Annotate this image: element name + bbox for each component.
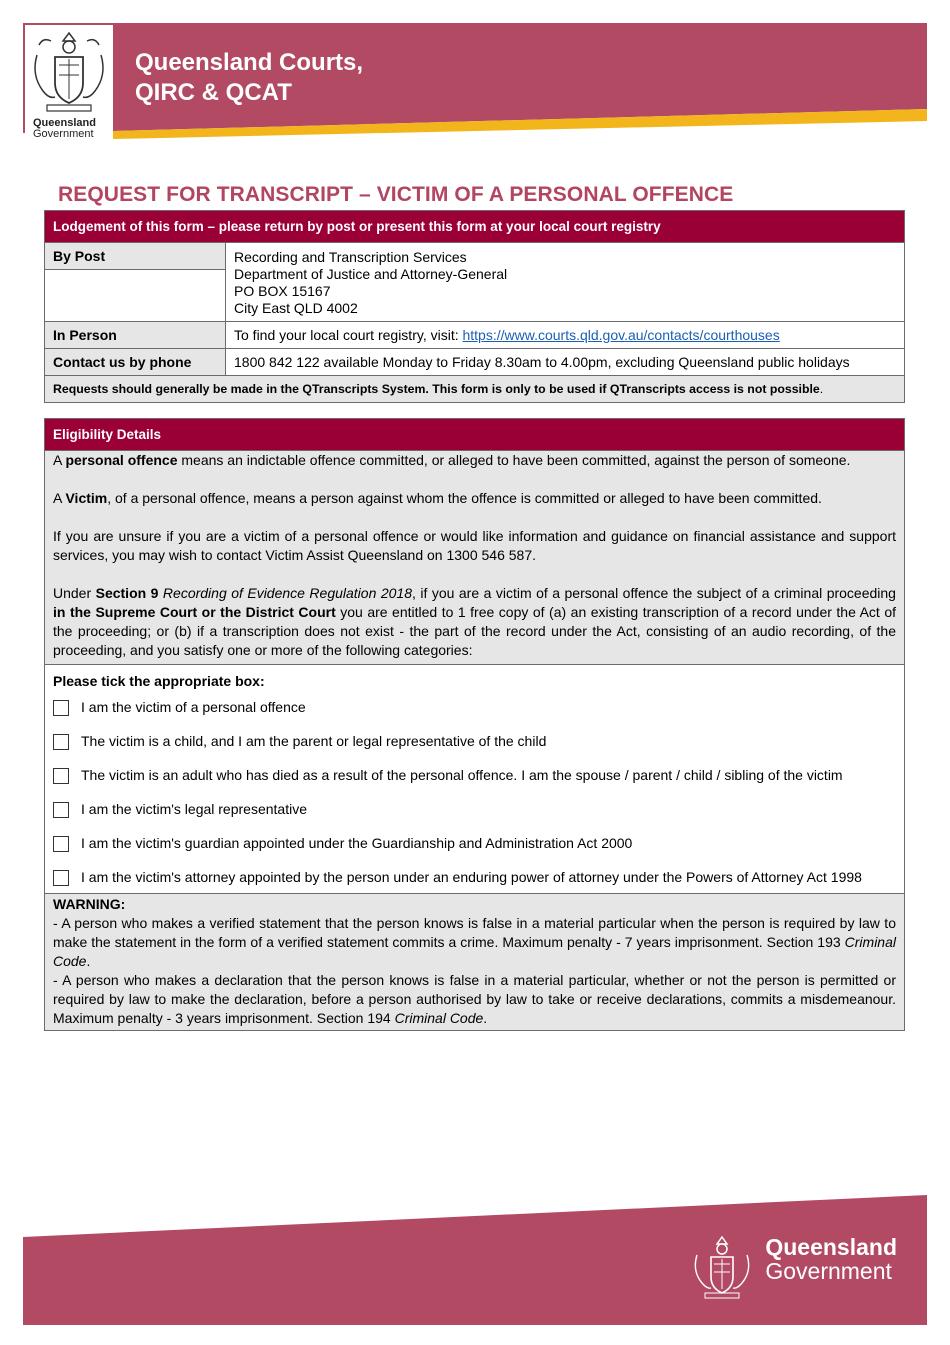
checkbox-label: I am the victim's guardian appointed under the Guardianship and Administration Act 2000 bbox=[81, 835, 633, 851]
crest-label-line1: Queensland bbox=[33, 117, 96, 129]
victim-definition bbox=[53, 489, 896, 508]
checkbox-row[interactable] bbox=[53, 869, 896, 893]
in-person-label: In Person bbox=[45, 322, 226, 349]
text-italic: Criminal Code bbox=[53, 934, 896, 969]
text-bold: Victim bbox=[65, 490, 108, 506]
personal-offence-definition bbox=[53, 451, 896, 470]
courthouses-link[interactable]: https://www.courts.qld.gov.au/contacts/courthouses bbox=[462, 327, 780, 343]
checkbox[interactable] bbox=[53, 870, 69, 886]
header-title bbox=[135, 48, 363, 108]
header-title-line2: QIRC & QCAT bbox=[135, 79, 292, 106]
eligibility-body bbox=[45, 450, 904, 664]
eligibility-heading: Eligibility Details bbox=[45, 419, 904, 450]
in-person-text: To find your local court registry, visit: bbox=[234, 327, 463, 343]
footer-logo-line2: Government bbox=[765, 1258, 892, 1284]
checkbox-label: I am the victim of a personal offence bbox=[81, 699, 306, 715]
lodgement-heading: Lodgement of this form – please return by post or present this form at your local court registry bbox=[45, 211, 905, 243]
text: Under bbox=[53, 585, 96, 601]
checkbox-row[interactable] bbox=[53, 699, 896, 733]
address-line: City East QLD 4002 bbox=[234, 300, 358, 316]
text: - A person who makes a verified statement that the person knows is false in a material particular when the person is required by law to make the statement in the form of a verified statement commits a crime. Maximum penalty - 7 years imprisonment. Section 193 bbox=[53, 915, 896, 950]
crest-label bbox=[33, 118, 96, 140]
text: , if you are a victim of a personal offence the subject of a criminal proceeding bbox=[411, 585, 896, 601]
text: - A person who makes a declaration that the person knows is false in a material particular, whether or not the person is permitted or required by law to make the declaration, before a person authorised by law to take or receive declarations, commits a misdemeanour. Maximum penalty - 3 years imprisonment. Section 194 bbox=[53, 972, 896, 1026]
queensland-government-logo bbox=[765, 1235, 897, 1283]
address-line: Department of Justice and Attorney-General bbox=[234, 266, 508, 282]
checkbox-label: The victim is a child, and I am the parent or legal representative of the child bbox=[81, 733, 547, 749]
qtranscripts-note-bold: Requests should generally be made in the QTranscripts System. This form is only to be used if QTranscripts access is not possible bbox=[53, 382, 820, 396]
checkbox[interactable] bbox=[53, 700, 69, 716]
crest-label-line2: Government bbox=[33, 128, 94, 140]
header-title-line1: Queensland Courts, bbox=[135, 49, 364, 76]
address-line: Recording and Transcription Services bbox=[234, 249, 467, 265]
by-post-label: By Post bbox=[45, 243, 226, 270]
warning-heading: WARNING: bbox=[53, 896, 126, 912]
text: . bbox=[86, 953, 91, 969]
lodgement-table bbox=[44, 210, 905, 403]
text: means an indictable offence committed, or alleged to have been committed, against the person of someone. bbox=[177, 452, 851, 468]
by-post-address bbox=[226, 243, 905, 322]
in-person-cell bbox=[226, 322, 905, 349]
page-header bbox=[23, 23, 927, 153]
document-title: REQUEST FOR TRANSCRIPT – VICTIM OF A PERSONAL OFFENCE bbox=[58, 183, 734, 206]
text: , of a personal offence, means a person against whom the offence is committed or alleged to have been committed. bbox=[107, 490, 822, 506]
checkbox[interactable] bbox=[53, 768, 69, 784]
text-bold: Section 9 bbox=[95, 585, 159, 601]
text: . bbox=[483, 1010, 488, 1026]
checkbox-row[interactable] bbox=[53, 767, 896, 801]
checkbox[interactable] bbox=[53, 734, 69, 750]
text: A bbox=[53, 452, 66, 468]
text-italic: Criminal Code bbox=[394, 1010, 484, 1026]
warning-verified-statement bbox=[53, 914, 896, 971]
checkbox-row[interactable] bbox=[53, 801, 896, 835]
checkbox-label: I am the victim's attorney appointed by the person under an enduring power of attorney under the Powers of Attorney Act 1998 bbox=[81, 869, 862, 885]
victim-assist-info: If you are unsure if you are a victim of a personal offence or would like information and guidance on financial assistance and support services, you may wish to contact Victim Assist Queensland on 1300 546 587. bbox=[53, 528, 896, 563]
text-italic: Recording of Evidence Regulation 2018 bbox=[162, 585, 412, 601]
eligibility-checklist bbox=[45, 664, 904, 893]
section-9-info bbox=[53, 584, 896, 660]
by-post-empty-cell bbox=[45, 270, 226, 322]
text: A bbox=[53, 490, 66, 506]
checkbox[interactable] bbox=[53, 836, 69, 852]
warning-section bbox=[45, 893, 904, 1030]
checkbox-label: I am the victim's legal representative bbox=[81, 801, 307, 817]
phone-label: Contact us by phone bbox=[45, 349, 226, 376]
text-bold: personal offence bbox=[65, 452, 178, 468]
checkbox[interactable] bbox=[53, 802, 69, 818]
footer-crest-icon bbox=[687, 1231, 757, 1301]
footer-logo-line1: Queensland bbox=[765, 1234, 897, 1260]
phone-text: 1800 842 122 available Monday to Friday 8.30am to 4.00pm, excluding Queensland public holidays bbox=[226, 349, 905, 376]
checkbox-row[interactable] bbox=[53, 835, 896, 869]
eligibility-section bbox=[44, 418, 905, 1031]
text: you are entitled to 1 free copy of (a) an existing transcription of a record under the Act of the proceeding; or (b) if a transcription does not exist - the part of the record under the Act, consisting of an audio recording, of the proceeding, and you satisfy one or more of the following categories: bbox=[53, 604, 897, 658]
tick-heading: Please tick the appropriate box: bbox=[53, 673, 265, 689]
qtranscripts-note bbox=[45, 376, 905, 403]
warning-declaration bbox=[53, 971, 896, 1028]
page-footer bbox=[23, 1195, 927, 1325]
checkbox-row[interactable] bbox=[53, 733, 896, 767]
address-line: PO BOX 15167 bbox=[234, 283, 331, 299]
text-bold: in the Supreme Court or the District Court bbox=[53, 604, 336, 620]
checkbox-label: The victim is an adult who has died as a result of the personal offence. I am the spouse / parent / child / sibling of the victim bbox=[81, 767, 843, 783]
qtranscripts-note-end: . bbox=[819, 382, 824, 396]
